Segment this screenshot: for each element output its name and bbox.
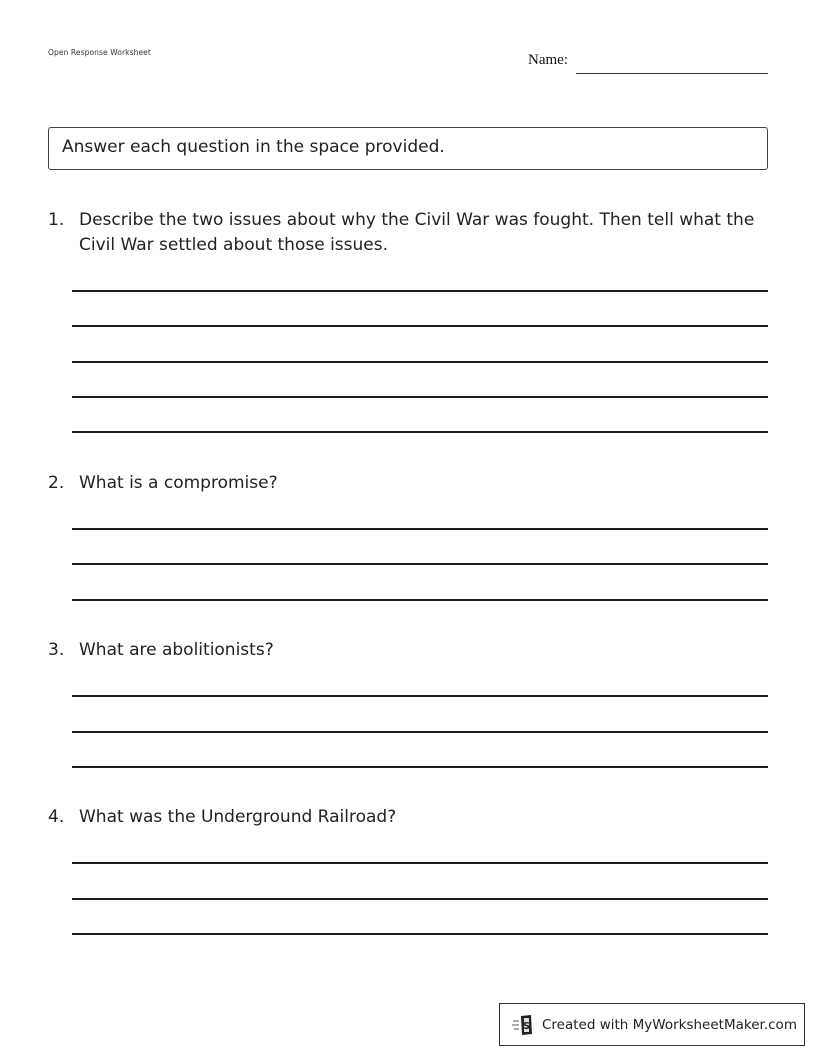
question-text: Describe the two issues about why the Civil War was fought. Then tell what the Civil War settled about those issues. [79, 210, 755, 255]
question-text: What are abolitionists? [79, 640, 274, 660]
footer-text: Created with MyWorksheetMaker.com [542, 1016, 797, 1033]
answer-line[interactable] [72, 695, 768, 697]
worksheet-title: Open Response Worksheet [48, 48, 151, 57]
question-3 [48, 638, 768, 663]
question-number: 1. [48, 210, 65, 230]
question-number: 4. [48, 807, 65, 827]
worksheet-maker-logo-icon [512, 1014, 536, 1036]
svg-text:S: S [522, 1020, 531, 1032]
question-4 [48, 805, 768, 830]
question-text: What was the Underground Railroad? [79, 807, 397, 827]
question-2 [48, 471, 768, 496]
answer-line[interactable] [72, 766, 768, 768]
answer-line[interactable] [72, 599, 768, 601]
name-field-line[interactable] [576, 73, 768, 74]
instructions-box: Answer each question in the space provided. [48, 127, 768, 170]
question-text: What is a compromise? [79, 473, 278, 493]
question-1 [48, 208, 768, 258]
question-number: 2. [48, 473, 65, 493]
answer-line[interactable] [72, 396, 768, 398]
created-with-badge[interactable] [499, 1003, 805, 1046]
answer-line[interactable] [72, 290, 768, 292]
answer-line[interactable] [72, 563, 768, 565]
answer-line[interactable] [72, 933, 768, 935]
name-label: Name: [528, 52, 568, 68]
answer-line[interactable] [72, 862, 768, 864]
answer-line[interactable] [72, 898, 768, 900]
answer-line[interactable] [72, 528, 768, 530]
answer-line[interactable] [72, 325, 768, 327]
answer-line[interactable] [72, 361, 768, 363]
question-number: 3. [48, 640, 65, 660]
answer-line[interactable] [72, 731, 768, 733]
answer-line[interactable] [72, 431, 768, 433]
